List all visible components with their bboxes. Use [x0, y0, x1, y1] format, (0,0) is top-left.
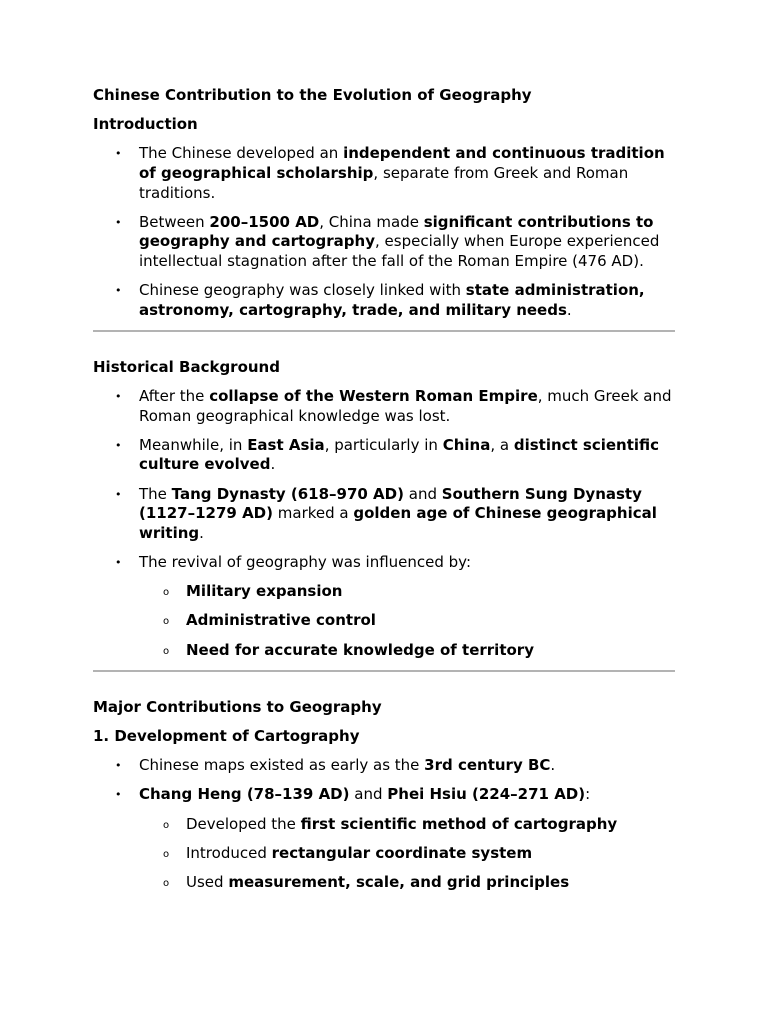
bold-text-run: Administrative control	[186, 611, 376, 630]
horizontal-divider	[93, 670, 675, 672]
list-item	[93, 553, 675, 660]
bold-text-run: golden age of Chinese geographical writing	[139, 504, 657, 542]
circle-bullet-icon: o	[163, 616, 170, 628]
text-run: .	[270, 455, 276, 474]
bold-text-run: Southern Sung Dynasty (1127–1279 AD)	[139, 484, 642, 523]
sublist-item	[93, 815, 675, 835]
sublist-item	[93, 611, 675, 631]
document-title: Chinese Contribution to the Evolution of Geography	[93, 86, 532, 104]
text-run: , especially when Europe experienced intellectual stagnation after the fall of the Roman Empire (476 AD).	[139, 232, 660, 270]
list-item	[93, 436, 675, 475]
circle-bullet-icon: o	[163, 645, 170, 657]
historical-background-list	[93, 387, 675, 660]
text-run: .	[550, 756, 556, 775]
circle-bullet-icon: o	[163, 848, 170, 860]
introduction-list	[93, 144, 675, 320]
sublist-item	[93, 641, 675, 661]
bullet-icon: •	[115, 215, 122, 229]
list-item	[93, 144, 675, 203]
text-run: Introduced	[186, 843, 272, 862]
text-run: :	[585, 785, 591, 804]
sublist-item	[93, 582, 675, 602]
bold-text-run: 3rd century BC	[424, 756, 551, 775]
bold-text-run: collapse of the Western Roman Empire	[209, 387, 538, 406]
text-run: and	[403, 484, 442, 503]
bold-text-run: Need for accurate knowledge of territory	[186, 640, 534, 659]
bullet-icon: •	[115, 788, 122, 802]
influences-sublist	[139, 582, 675, 660]
bold-text-run: Phei Hsiu (224–271 AD)	[387, 785, 586, 804]
subsection-heading-cartography: 1. Development of Cartography	[93, 726, 360, 745]
sublist-item	[93, 844, 675, 864]
section-heading-major-contributions: Major Contributions to Geography	[93, 697, 382, 716]
bullet-icon: •	[115, 390, 122, 404]
text-run: .	[199, 523, 204, 542]
bold-text-run: 200–1500 AD	[209, 212, 320, 231]
circle-bullet-icon: o	[163, 819, 170, 831]
cartography-sublist	[139, 815, 675, 893]
text-run: .	[566, 300, 572, 319]
document-body	[93, 86, 675, 902]
bold-text-run: Military expansion	[186, 582, 343, 601]
text-run: The	[139, 484, 172, 503]
text-run: , much Greek and Roman geographical knowledge was lost.	[139, 387, 672, 425]
bold-text-run: rectangular coordinate system	[271, 843, 533, 862]
text-run: Chinese geography was closely linked with	[139, 281, 466, 300]
bold-text-run: first scientific method of cartography	[300, 814, 618, 833]
circle-bullet-icon: o	[163, 877, 170, 889]
list-item	[93, 387, 675, 426]
text-run: Developed the	[186, 814, 301, 833]
text-run: , particularly in	[324, 435, 443, 454]
text-run: After the	[139, 387, 210, 406]
text-run: marked a	[273, 504, 354, 523]
text-run: , a	[490, 435, 514, 454]
bullet-icon: •	[115, 556, 122, 570]
text-run: Between	[139, 212, 210, 231]
sublist-item	[93, 873, 675, 893]
bold-text-run: significant contributions to geography and cartography	[139, 212, 654, 251]
text-run: Used	[186, 872, 229, 891]
section-heading-historical-background: Historical Background	[93, 357, 280, 376]
horizontal-divider	[93, 330, 675, 332]
bold-text-run: independent and continuous tradition of geographical scholarship	[139, 144, 665, 182]
circle-bullet-icon: o	[163, 587, 170, 599]
text-run: , separate from Greek and Roman traditions.	[139, 163, 629, 202]
list-item	[93, 785, 675, 892]
text-run: and	[349, 785, 388, 804]
text-run: Meanwhile, in	[139, 435, 248, 454]
list-item	[93, 485, 675, 544]
bold-text-run: state administration, astronomy, cartography, trade, and military needs	[139, 281, 645, 319]
bullet-icon: •	[115, 147, 122, 161]
text-run: Chinese maps existed as early as the	[139, 756, 425, 775]
list-item	[93, 756, 675, 776]
text-run: The Chinese developed an	[139, 144, 344, 163]
bullet-icon: •	[115, 759, 122, 773]
list-item	[93, 213, 675, 272]
bullet-icon: •	[115, 487, 122, 501]
text-run: , China made	[319, 212, 424, 231]
text-run: The revival of geography was influenced by:	[139, 553, 472, 572]
bold-text-run: East Asia	[247, 435, 325, 454]
bold-text-run: measurement, scale, and grid principles	[228, 872, 570, 891]
list-item	[93, 281, 675, 320]
cartography-list	[93, 756, 675, 892]
bullet-icon: •	[115, 284, 122, 298]
bold-text-run: distinct scientific culture evolved	[139, 435, 660, 474]
bullet-icon: •	[115, 438, 122, 452]
bold-text-run: China	[442, 435, 491, 454]
section-heading-introduction: Introduction	[93, 115, 198, 134]
bold-text-run: Chang Heng (78–139 AD)	[139, 785, 350, 804]
bold-text-run: Tang Dynasty (618–970 AD)	[171, 484, 404, 503]
